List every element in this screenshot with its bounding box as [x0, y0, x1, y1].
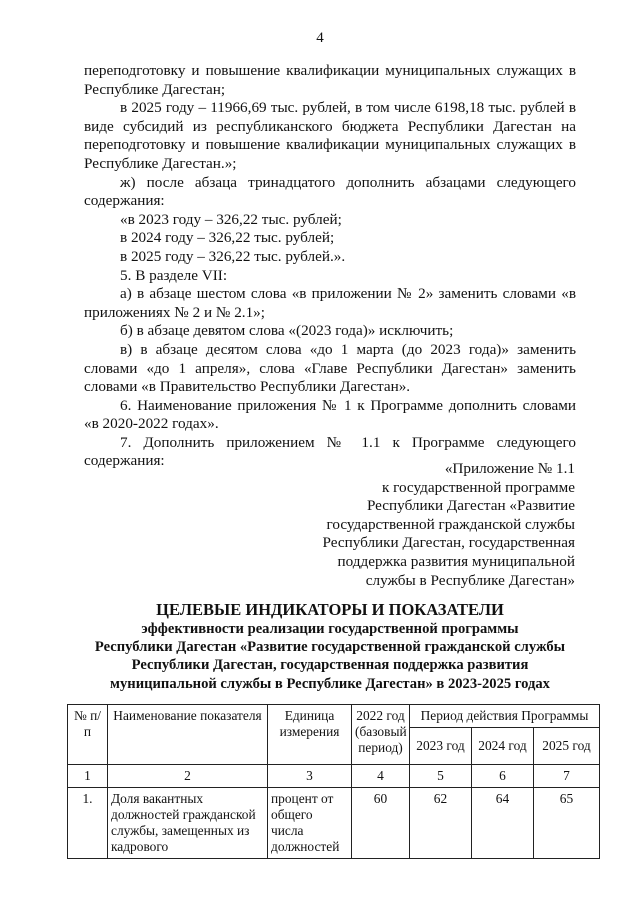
- header-name: Наименование показателя: [108, 705, 268, 765]
- header-period: Период действия Программы: [410, 705, 600, 728]
- paragraph: переподготовку и повышение квалификации муниципальных служащих в Республике Дагестан;: [84, 62, 576, 98]
- row-base-value: 60: [352, 788, 410, 859]
- title-main: ЦЕЛЕВЫЕ ИНДИКАТОРЫ И ПОКАЗАТЕЛИ: [156, 600, 504, 619]
- paragraph: 5. В разделе VII:: [120, 266, 228, 284]
- appendix-line: государственной гражданской службы: [326, 515, 575, 533]
- row-value-2024: 64: [472, 788, 534, 859]
- column-number: 5: [410, 765, 472, 788]
- appendix-line: Республики Дагестан, государственная: [322, 534, 575, 552]
- column-number: 3: [268, 765, 352, 788]
- table-row: [68, 788, 600, 859]
- row-indicator-name: Доля вакантных должностей гражданской службы, замещенных из кадрового: [108, 788, 268, 859]
- header-base-year: 2022 год (базовый период): [352, 705, 410, 765]
- paragraph: в 2025 году – 11966,69 тыс. рублей, в том числе 6198,18 тыс. рублей в виде субсидий из республиканского бюджета Республики Дагестан на переподготовку и повышение квалификации муниципальных служащих в Республике Дагестан.»;: [84, 99, 576, 172]
- indicators-title: [70, 600, 590, 693]
- row-value-2025: 65: [534, 788, 600, 859]
- paragraph: в) в абзаце десятом слова «до 1 марта (до 2023 года)» заменить словами «до 1 апреля», слова «Главе Республики Дагестан» заменить словами «в Правительство Республики Дагестан».: [84, 340, 576, 396]
- header-2023: 2023 год: [410, 728, 472, 765]
- paragraph: б) в абзаце девятом слова «(2023 года)» исключить;: [120, 322, 454, 340]
- paragraph: в 2025 году – 326,22 тыс. рублей.».: [120, 247, 346, 265]
- title-line: эффективности реализации государственной программы: [141, 621, 519, 637]
- paragraph: ж) после абзаца тринадцатого дополнить абзацами следующего содержания:: [84, 173, 576, 210]
- title-line: Республики Дагестан, государственная поддержка развития: [131, 657, 529, 674]
- header-unit: Единица измерения: [268, 705, 352, 765]
- paragraph: в 2024 году – 326,22 тыс. рублей;: [120, 229, 335, 247]
- appendix-heading: [275, 460, 575, 590]
- row-unit: процент от общего числа должностей: [268, 788, 352, 859]
- appendix-line: к государственной программе: [381, 478, 575, 496]
- header-2024: 2024 год: [472, 728, 534, 765]
- appendix-line: Республики Дагестан «Развитие: [366, 497, 575, 515]
- title-line: Республики Дагестан «Развитие государственной гражданской службы: [94, 639, 566, 656]
- paragraph: 6. Наименование приложения № 1 к Программе дополнить словами «в 2020-2022 годах».: [84, 396, 576, 433]
- appendix-line: «Приложение № 1.1: [444, 460, 575, 477]
- row-value-2023: 62: [410, 788, 472, 859]
- paragraph: а) в абзаце шестом слова «в приложении № 2» заменить словами «в приложениях № 2 и № 2.1»;: [84, 285, 576, 321]
- paragraph: «в 2023 году – 326,22 тыс. рублей;: [120, 210, 342, 228]
- page-number: 4: [316, 30, 324, 46]
- appendix-line: поддержка развития муниципальной: [337, 552, 575, 570]
- column-number-row: [68, 765, 600, 788]
- column-number: 6: [472, 765, 534, 788]
- amendment-text: [84, 62, 576, 471]
- appendix-line: службы в Республике Дагестан»: [365, 571, 575, 589]
- column-number: 2: [108, 765, 268, 788]
- indicators-table: [67, 704, 600, 859]
- header-num: № п/п: [68, 705, 108, 765]
- row-num: 1.: [68, 788, 108, 859]
- column-number: 7: [534, 765, 600, 788]
- table-header-row: [68, 705, 600, 728]
- column-number: 1: [68, 765, 108, 788]
- title-line: муниципальной службы в Республике Дагестан» в 2023-2025 годах: [110, 675, 550, 692]
- header-2025: 2025 год: [534, 728, 600, 765]
- paragraph: 7. Дополнить приложением № 1.1 к Программе следующего содержания:: [84, 433, 576, 470]
- column-number: 4: [352, 765, 410, 788]
